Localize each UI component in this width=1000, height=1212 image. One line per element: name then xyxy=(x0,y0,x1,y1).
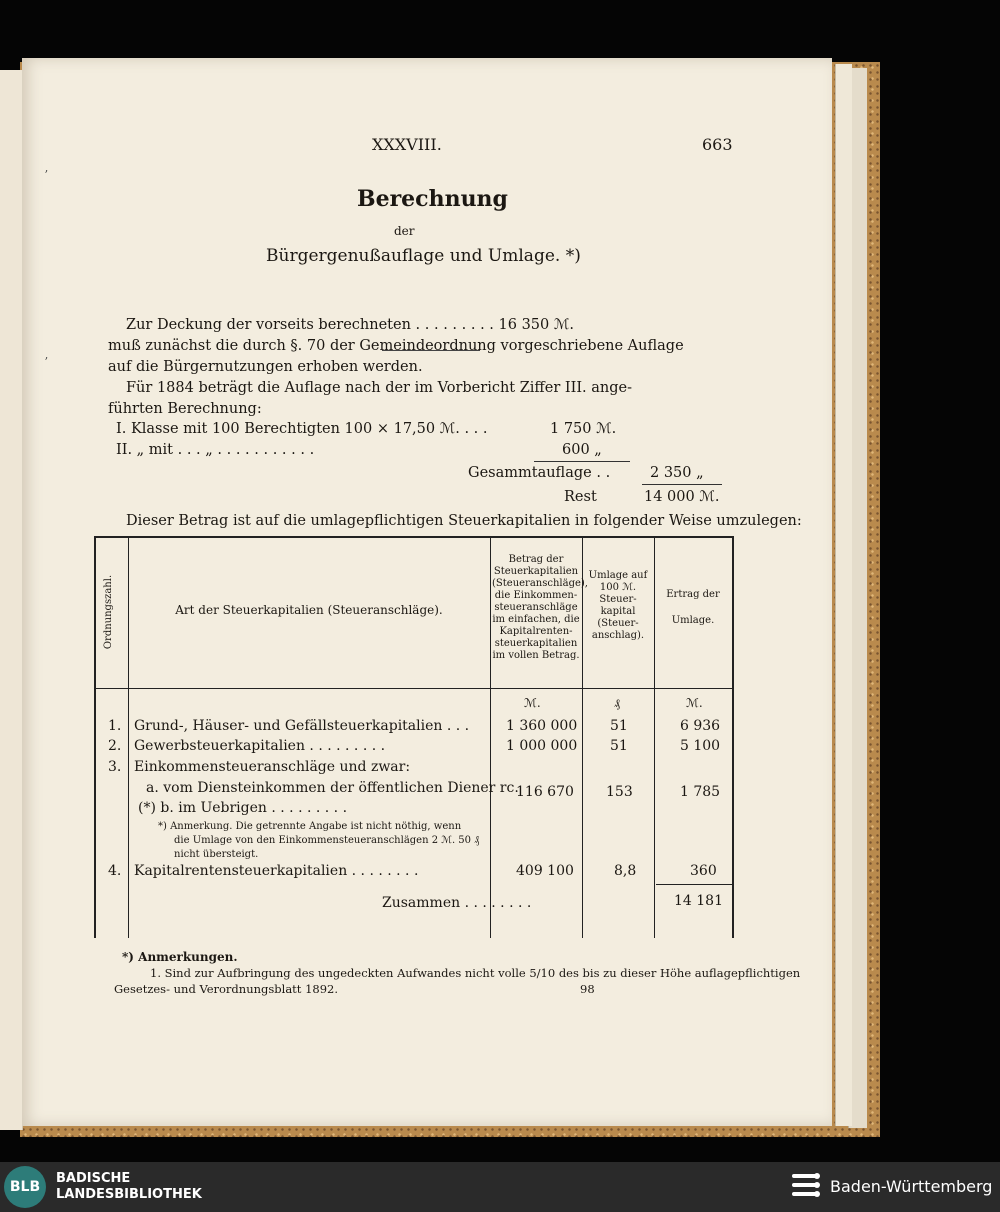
row-amount: 1 360 000 xyxy=(506,718,578,734)
page-edge xyxy=(835,64,852,1126)
paragraph-line: Für 1884 beträgt die Auflage nach der im Vorbericht Ziffer III. ange- xyxy=(126,380,633,396)
row-number: 2. xyxy=(108,738,122,754)
allocation-table xyxy=(94,536,734,938)
rest-value: 14 000 ℳ. xyxy=(644,489,720,505)
row-number: 4. xyxy=(108,863,122,879)
footnote-sheet: 98 xyxy=(580,982,595,996)
row-amount: 1 000 000 xyxy=(506,738,578,754)
chapter-number: XXXVIII. xyxy=(372,135,442,154)
subtitle: Bürgergenußauflage und Umlage. *) xyxy=(266,246,581,266)
unit-mark: ℳ. xyxy=(686,696,703,710)
margin-mark: ʼ xyxy=(44,168,48,182)
unit-pfennig: ₰ xyxy=(614,696,620,710)
header-ordnungszahl: Ordnungszahl. xyxy=(103,574,114,650)
table-note: *) Anmerkung. Die getrennte Angabe ist nicht nöthig, wenn xyxy=(158,821,462,832)
row-number: 3. xyxy=(108,759,122,775)
page-number: 663 xyxy=(702,135,733,154)
row-label: Gewerbsteuerkapitalien . . . . . . . . . xyxy=(134,738,386,754)
left-page-edge xyxy=(0,70,23,1130)
state-name: Baden-Württemberg xyxy=(830,1177,993,1196)
paragraph-line: auf die Bürgernutzungen erhoben werden. xyxy=(108,359,423,375)
footnote-heading: *) Anmerkungen. xyxy=(122,950,238,964)
unit-mark: ℳ. xyxy=(524,696,541,710)
row-label: Grund-, Häuser- und Gefällsteuerkapitalien . . . xyxy=(134,718,470,734)
paragraph-line: führten Berechnung: xyxy=(108,401,262,417)
table-note: nicht übersteigt. xyxy=(174,849,259,860)
header-art: Art der Steuerkapitalien (Steueranschläge). xyxy=(175,603,443,617)
row-amount: 409 100 xyxy=(516,863,574,879)
row-yield: 6 936 xyxy=(680,718,721,734)
class-1-value: 1 750 ℳ. xyxy=(550,421,617,437)
margin-mark: ʼ xyxy=(44,355,48,369)
class-2-label: II. „ mit . . . „ . . . . . . . . . . . xyxy=(116,442,315,458)
lions-crest-icon[interactable] xyxy=(790,1170,822,1204)
paragraph-line: Dieser Betrag ist auf die umlagepflichtigen Steuerkapitalien in folgender Weise umzulegen: xyxy=(126,513,802,529)
sum-rule xyxy=(534,461,630,462)
total-value: 14 181 xyxy=(674,893,723,909)
gesammt-value: 2 350 „ xyxy=(650,465,704,481)
footnote-line: 1. Sind zur Aufbringung des ungedeckten Aufwandes nicht volle 5/10 des bis zu dieser Höhe auflagepflichtigen xyxy=(150,966,801,980)
row-yield: 5 100 xyxy=(680,738,721,754)
library-name: BADISCHE LANDESBIBLIOTHEK xyxy=(56,1171,202,1202)
footnote-source: Gesetzes- und Verordnungsblatt 1892. xyxy=(114,982,338,996)
header-umlage: Umlage auf 100 ℳ. Steuer-kapital (Steuer-anschlag). xyxy=(588,570,648,641)
blb-logo[interactable]: BLB xyxy=(4,1166,46,1208)
row-rate: 8,8 xyxy=(614,863,637,879)
class-1-label: I. Klasse mit 100 Berechtigten 100 × 17,50 ℳ. . . . xyxy=(116,421,488,437)
row-yield: 1 785 xyxy=(680,784,721,800)
viewer-footer xyxy=(0,1162,1000,1212)
row-rate: 153 xyxy=(606,784,633,800)
page-title: Berechnung xyxy=(357,186,508,212)
header-betrag: Betrag der Steuerkapitalien (Steueranschläge), die Einkommen-steueranschläge im einfachen, die Kapitalrenten-steuerkapitalien im vollen Betrag. xyxy=(492,554,588,661)
header-ertrag: Ertrag der Umlage. xyxy=(666,589,720,626)
row-label: Einkommensteueranschläge und zwar: xyxy=(134,759,411,775)
row-number: 1. xyxy=(108,718,122,734)
total-label: Zusammen . . . . . . . . xyxy=(382,895,532,911)
paragraph-line: Zur Deckung der vorseits berechneten . . . . . . . . . 16 350 ℳ. xyxy=(126,317,574,333)
row-rate: 51 xyxy=(610,718,628,734)
class-2-value: 600 „ xyxy=(562,442,602,458)
rest-label: Rest xyxy=(564,489,597,505)
row-yield: 360 xyxy=(690,863,717,879)
row-label: (*) b. im Uebrigen . . . . . . . . . xyxy=(138,800,348,816)
title-connector: der xyxy=(394,224,415,238)
table-note: die Umlage von den Einkommensteueranschlägen 2 ℳ. 50 ₰ xyxy=(174,835,480,846)
paragraph-line: muß zunächst die durch §. 70 der Gemeindeordnung vorgeschriebene Auflage xyxy=(108,338,684,354)
sum-rule xyxy=(642,484,722,485)
row-amount: 116 670 xyxy=(516,784,574,800)
row-label: a. vom Diensteinkommen der öffentlichen Diener rc. xyxy=(146,780,519,796)
row-label: Kapitalrentensteuerkapitalien . . . . . . . . xyxy=(134,863,419,879)
row-rate: 51 xyxy=(610,738,628,754)
gesammt-label: Gesammtauflage . . xyxy=(468,465,611,481)
